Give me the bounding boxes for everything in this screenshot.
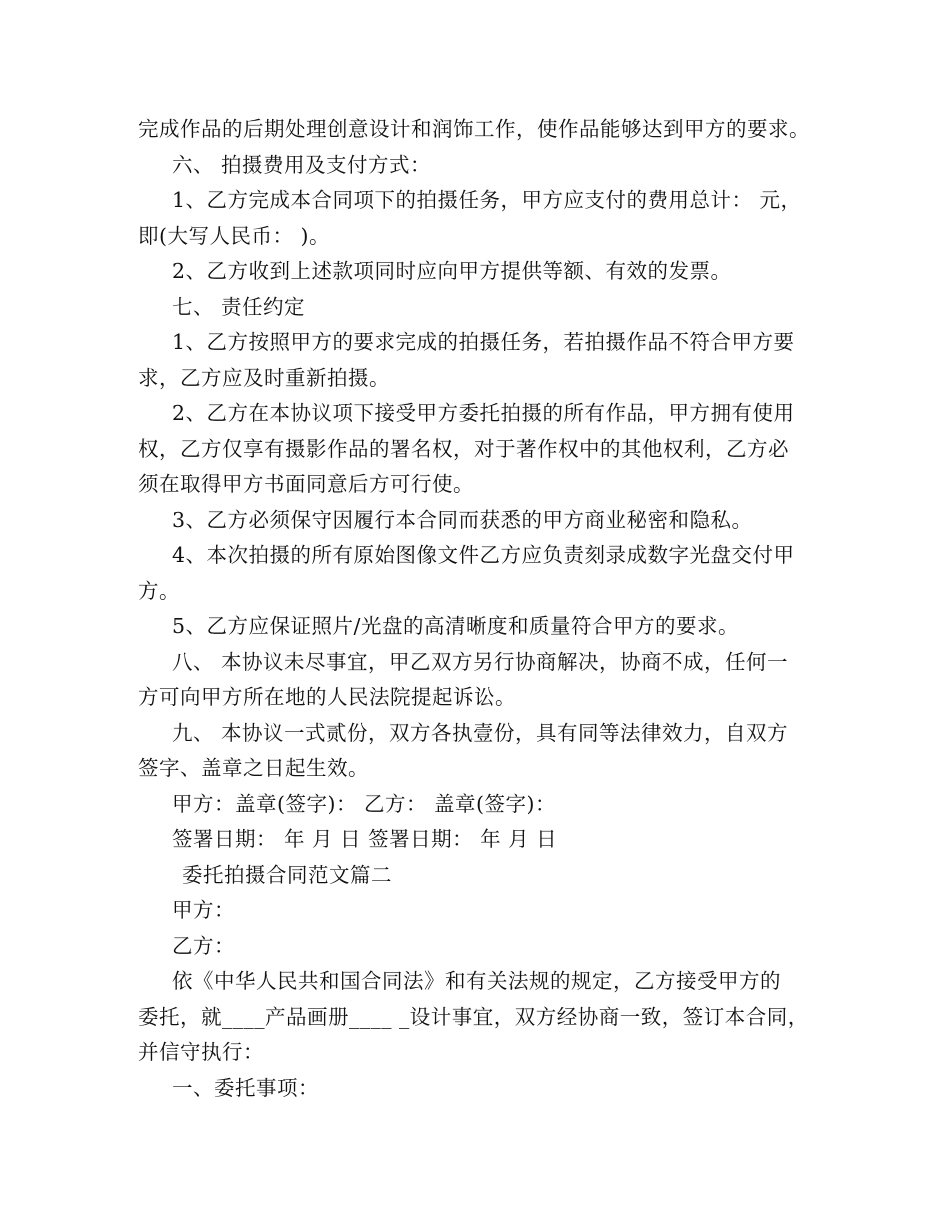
paragraph-line: 并信守执行： — [138, 1040, 264, 1064]
signing-date-line: 签署日期： 年 月 日 签署日期： 年 月 日 — [172, 827, 558, 851]
document-page — [138, 112, 828, 1106]
section-heading-9: 九、 本协议一式贰份，双方各执壹份，具有同等法律效力，自双方 — [172, 720, 789, 745]
paragraph-line: 即(大写人民币： )。 — [138, 223, 331, 248]
section-heading-7: 七、 责任约定 — [172, 294, 306, 319]
paragraph-line: 完成作品的后期处理创意设计和润饰工作，使作品能够达到甲方的要求。 — [138, 117, 810, 141]
paragraph-line: 方。 — [138, 578, 180, 603]
section-heading-8: 八、 本协议未尽事宜，甲乙双方另行协商解决，协商不成，任何一 — [172, 649, 789, 674]
party-a-line: 甲方： — [172, 898, 235, 922]
section-heading-1: 一、委托事项： — [172, 1075, 319, 1100]
paragraph-line: 5、乙方应保证照片/光盘的高清晰度和质量符合甲方的要求。 — [172, 614, 739, 638]
paragraph-line: 方可向甲方所在地的人民法院提起诉讼。 — [138, 685, 516, 709]
paragraph-line: 签字、盖章之日起生效。 — [138, 756, 369, 780]
paragraph-line: 2、乙方在本协议项下接受甲方委托拍摄的所有作品，甲方拥有使用 — [172, 401, 795, 425]
paragraph-line: 权，乙方仅享有摄影作品的署名权，对于著作权中的其他权利，乙方必 — [138, 436, 789, 461]
paragraph-line: 2、乙方收到上述款项同时应向甲方提供等额、有效的发票。 — [172, 259, 732, 283]
section-heading-6: 六、 拍摄费用及支付方式： — [172, 152, 432, 177]
paragraph-line: 依《中华人民共和国合同法》和有关法规的规定，乙方接受甲方的 — [172, 969, 781, 993]
section-title: 委托拍摄合同范文篇二 — [182, 862, 392, 887]
paragraph-line: 求，乙方应及时重新拍摄。 — [138, 365, 390, 390]
paragraph-line: 1、乙方完成本合同项下的拍摄任务，甲方应支付的费用总计： 元， — [172, 188, 802, 212]
paragraph-line: 委托，就____产品画册____ _设计事宜，双方经协商一致，签订本合同， — [138, 1004, 809, 1029]
signature-line: 甲方：盖章(签字)： 乙方： 盖章(签字)： — [172, 791, 557, 816]
party-b-line: 乙方： — [172, 933, 235, 958]
paragraph-line: 3、乙方必须保守因履行本合同而获悉的甲方商业秘密和隐私。 — [172, 507, 753, 532]
paragraph-line: 1、乙方按照甲方的要求完成的拍摄任务，若拍摄作品不符合甲方要 — [172, 330, 795, 354]
paragraph-line: 须在取得甲方书面同意后方可行使。 — [138, 472, 474, 496]
paragraph-line: 4、本次拍摄的所有原始图像文件乙方应负责刻录成数字光盘交付甲 — [172, 543, 795, 567]
